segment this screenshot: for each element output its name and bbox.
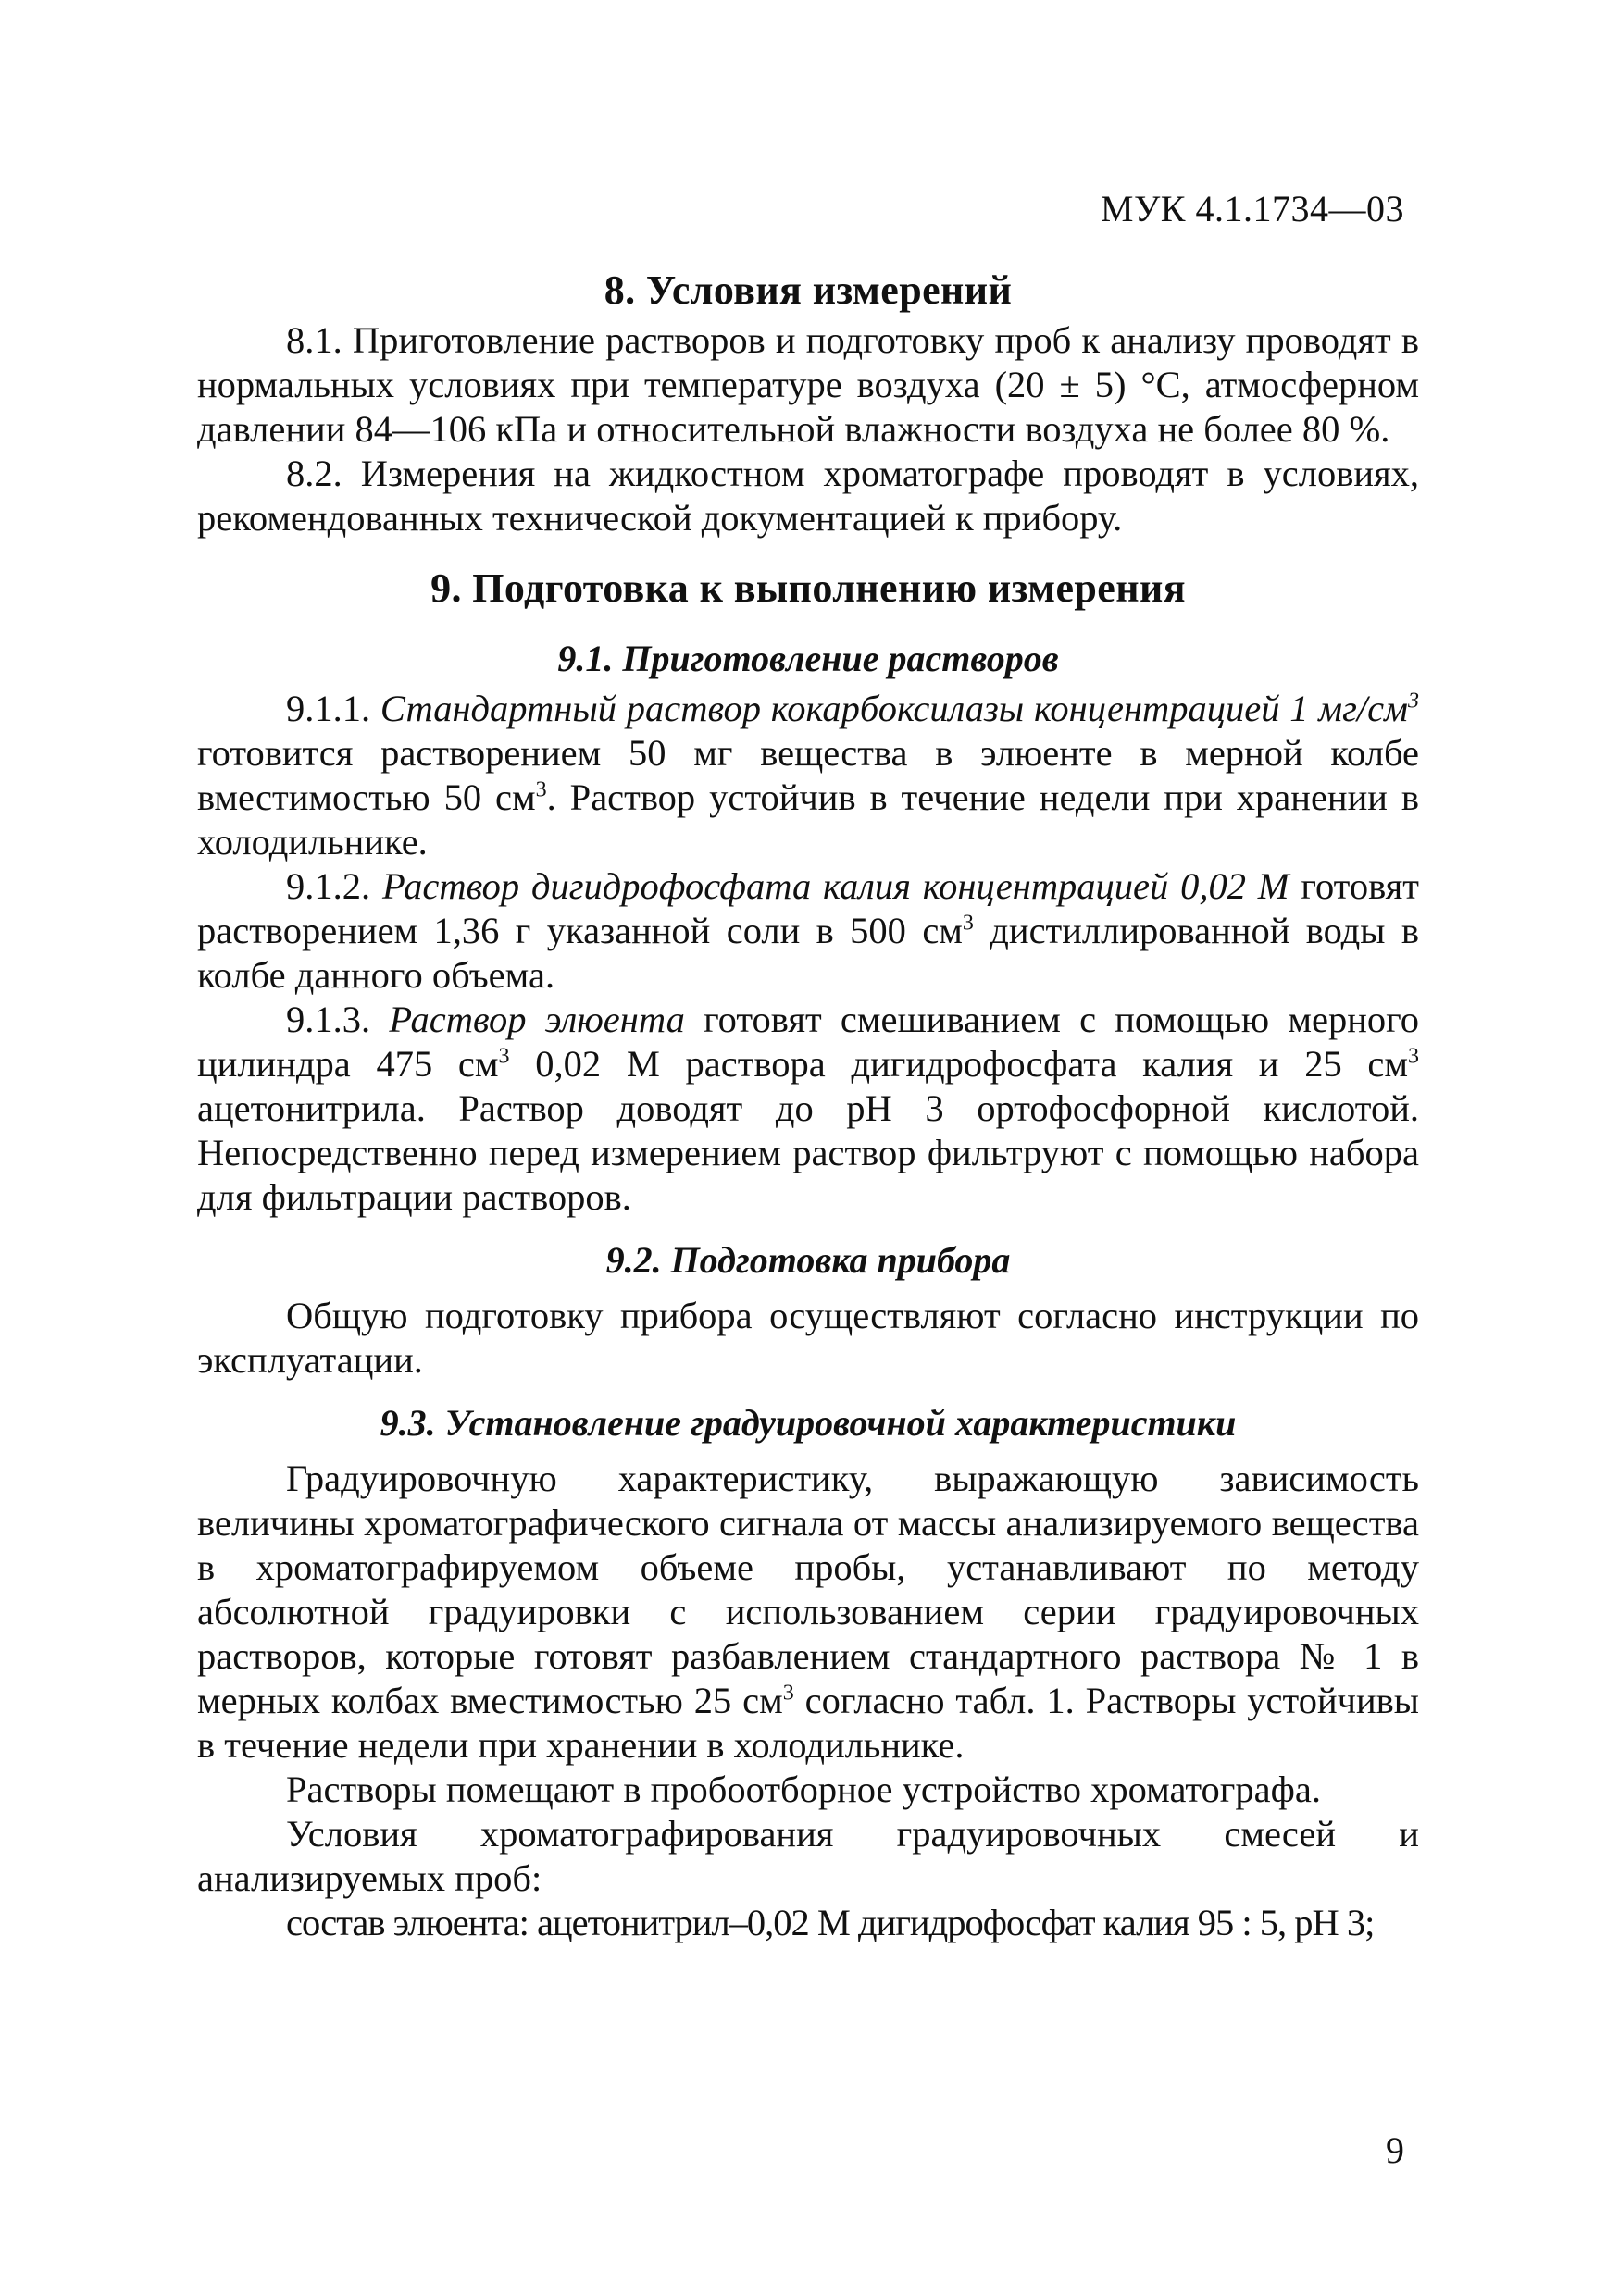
page-number: 9	[1386, 2129, 1404, 2171]
paragraph-9-1-3-italic: Раствор элюента	[389, 999, 685, 1040]
document-code: МУК 4.1.1734—03	[1100, 188, 1404, 230]
paragraph-9-1-3-text-c: ацетонитрила. Раствор доводят до рН 3 ортофосфорной кислотой. Непосредственно перед измерением раствор фильтруют с помощью набора для фильтрации растворов.	[197, 1087, 1419, 1218]
paragraph-8-1: 8.1. Приготовление растворов и подготовку проб к анализу проводят в нормальных условиях при температуре воздуха (20 ± 5) °С, атмосферном давлении 84—106 кПа и относительной влажности воздуха не более 80 %.	[197, 319, 1419, 450]
paragraph-8-2: 8.2. Измерения на жидкостном хроматографе проводят в условиях, рекомендованных технической документацией к прибору.	[197, 453, 1419, 539]
paragraph-9-1-3-text-a: готовят смешиванием с помощью мерного цилиндра 475 см	[197, 999, 1420, 1085]
paragraph-9-3-4: состав элюента: ацетонитрил–0,02 М дигидрофосфат калия 95 : 5, рН 3;	[286, 1902, 1375, 1943]
paragraph-9-3-1	[197, 1457, 1419, 1768]
paragraph-9-3-1-text-a: Градуировочную характеристику, выражающую зависимость величины хроматографического сигнала от массы анализируемого вещества в хроматографируемом объеме пробы, устанавливают по методу абсолютной градуировки с использованием серии градуировочных растворов, которые готовят разбавлением стандартного раствора № 1 в мерных колбах вместимостью 25 см	[197, 1458, 1419, 1721]
paragraph-9-1-2-italic: Раствор дигидрофосфата калия концентрацией 0,02 М	[381, 865, 1289, 907]
paragraph-9-3-3: Условия хроматографирования градуировочных смесей и анализируемых проб:	[197, 1813, 1419, 1899]
paragraph-9-1-3-number: 9.1.3.	[286, 999, 371, 1040]
paragraph-9-3-2: Растворы помещают в пробоотборное устройство хроматографа.	[286, 1769, 1321, 1810]
paragraph-9-1-1-text-b: . Раствор устойчив в течение недели при хранении в холодильнике.	[197, 776, 1419, 863]
page-content	[197, 259, 1419, 1945]
superscript-3: 3	[535, 777, 547, 802]
paragraph-9-3-1-text-b: согласно табл. 1. Растворы устойчивы в течение недели при хранении в холодильнике.	[197, 1680, 1419, 1766]
superscript-3: 3	[1408, 689, 1419, 714]
paragraph-9-1-1	[197, 687, 1419, 864]
paragraph-9-1-1-number: 9.1.1.	[286, 688, 371, 729]
paragraph-9-1-1-italic: Стандартный раствор кокарбоксилазы концентрацией 1 мг/см	[380, 688, 1408, 729]
section-9-2-title: 9.2. Подготовка прибора	[605, 1239, 1011, 1281]
section-9-title: 9. Подготовка к выполнению измерения	[430, 565, 1186, 611]
paragraph-9-1-1-text-a: готовится растворением 50 мг вещества в элюенте в мерной колбе вместимостью 50 см	[197, 732, 1419, 818]
superscript-3: 3	[782, 1681, 794, 1706]
paragraph-9-1-3-text-b: 0,02 М раствора дигидрофосфата калия и 25 см	[509, 1043, 1409, 1085]
section-9-3-title: 9.3. Установление градуировочной характеристики	[380, 1402, 1237, 1444]
paragraph-9-2: Общую подготовку прибора осуществляют согласно инструкции по эксплуатации.	[197, 1295, 1419, 1381]
paragraph-9-1-2-text-b: дистиллированной воды в колбе данного объема.	[197, 910, 1419, 996]
paragraph-9-1-3	[197, 998, 1419, 1220]
superscript-3: 3	[498, 1044, 510, 1069]
paragraph-9-1-2-text-a: готовят растворением 1,36 г указанной соли в 500 см	[197, 865, 1419, 951]
paragraph-9-1-2-number: 9.1.2.	[286, 865, 371, 907]
superscript-3: 3	[962, 911, 974, 936]
superscript-3: 3	[1408, 1044, 1420, 1069]
section-8-title: 8. Условия измерений	[604, 267, 1013, 313]
paragraph-9-1-2	[197, 864, 1419, 998]
section-9-1-title: 9.1. Приготовление растворов	[557, 638, 1059, 679]
